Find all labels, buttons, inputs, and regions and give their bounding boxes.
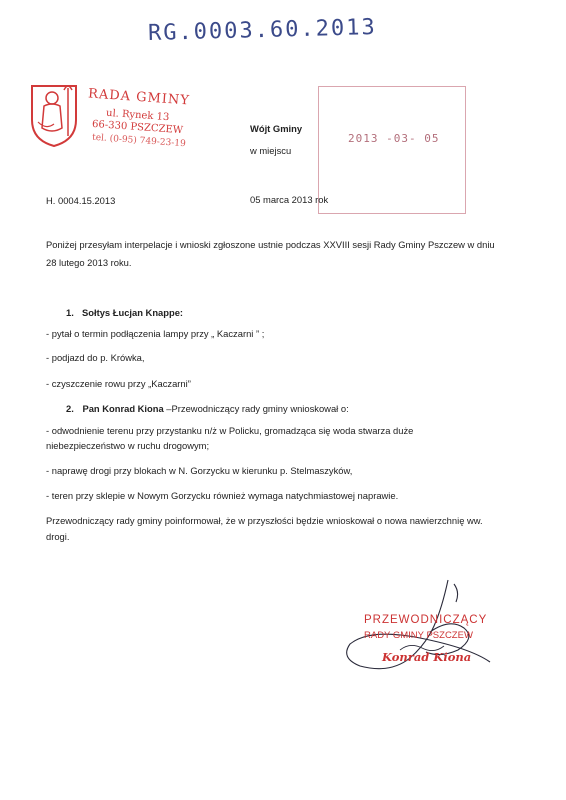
council-crest-icon bbox=[28, 76, 80, 148]
intro-text: Poniżej przesyłam interpelacje i wnioski zgłoszone ustnie podczas XXVIII sesji Rady Gminy Pszczew w dniu bbox=[46, 239, 495, 250]
section-2-item: - naprawę drogi przy blokach w N. Gorzycku w kierunku p. Stelmaszyków, bbox=[46, 465, 353, 476]
section-2-number: 2. bbox=[66, 403, 74, 414]
section-1-number: 1. bbox=[66, 307, 74, 318]
letter-date: 05 marca 2013 rok bbox=[250, 194, 329, 205]
section-2-item: - odwodnienie terenu przy przystanku n/ż w Policku, gromadząca się woda stwarza duże bbox=[46, 425, 414, 436]
section-1-heading: Sołtys Łucjan Knappe: bbox=[82, 307, 184, 318]
intro-text-line2: 28 lutego 2013 roku. bbox=[46, 257, 132, 268]
received-stamp bbox=[318, 86, 468, 216]
closing-text: Przewodniczący rady gminy poinformował, że w przyszłości będzie wnioskował o nowa nawierzchnię ww. bbox=[46, 515, 483, 526]
section-1-item: - podjazd do p. Krówka, bbox=[46, 352, 145, 363]
stamp-city: 66-330 PSZCZEW bbox=[91, 118, 184, 137]
council-stamp bbox=[28, 76, 218, 152]
received-stamp-date: 2013 -03- 05 bbox=[348, 132, 440, 145]
section-2-item-cont: niebezpieczeństwo w ruchu drogowym; bbox=[46, 440, 210, 451]
signature-block bbox=[330, 578, 520, 678]
stamp-street: ul. Rynek 13 bbox=[105, 107, 170, 124]
signature-name: Konrad Kiona bbox=[382, 650, 472, 664]
closing-text-line2: drogi. bbox=[46, 531, 70, 542]
addressee-location: w miejscu bbox=[250, 145, 292, 156]
addressee-title: Wójt Gminy bbox=[250, 123, 303, 134]
reference-number: H. 0004.15.2013 bbox=[46, 195, 116, 206]
stamp-phone: tel. (0-95) 749-23-19 bbox=[91, 132, 187, 150]
stamp-council-name: RADA GMINY bbox=[87, 86, 191, 109]
section-2-item: - teren przy sklepie w Nowym Gorzycku również wymaga natychmiastowej naprawie. bbox=[46, 490, 399, 501]
section-2-heading-row bbox=[66, 402, 349, 415]
signature-title: PRZEWODNICZĄCY bbox=[364, 614, 488, 626]
section-2-heading: Pan Konrad Kiona bbox=[82, 403, 164, 414]
signature-organization: RADY GMINY PSZCZEW bbox=[364, 630, 473, 641]
case-number-handwritten: RG.0003.60.2013 bbox=[147, 15, 377, 46]
section-2-heading-suffix: –Przewodniczący rady gminy wnioskował o: bbox=[163, 403, 349, 414]
section-1-item: - czyszczenie rowu przy „Kaczarni” bbox=[46, 378, 191, 389]
section-1-item: - pytał o termin podłączenia lampy przy „ Kaczarni ” ; bbox=[46, 328, 265, 339]
